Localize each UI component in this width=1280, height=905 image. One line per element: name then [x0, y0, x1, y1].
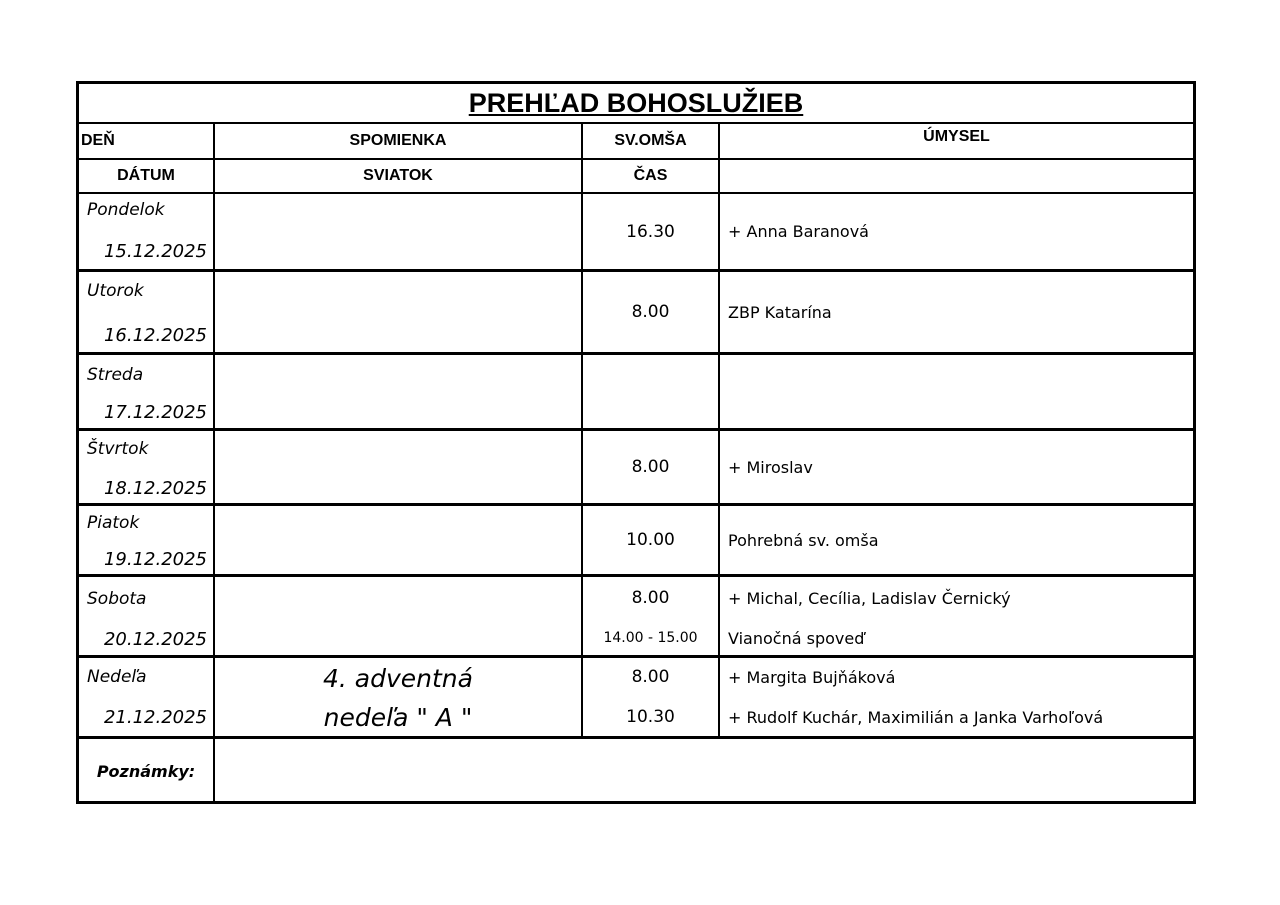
mass-time: 8.00 — [631, 302, 670, 322]
feast-name: nedeľa " A " — [323, 702, 473, 732]
day-date: 20.12.2025 — [103, 628, 207, 650]
mass-time: 8.00 — [631, 667, 670, 687]
header-time: ČAS — [633, 167, 668, 184]
row-divider — [79, 352, 1193, 355]
header-commemoration: SPOMIENKA — [349, 132, 447, 149]
mass-time: 16.30 — [626, 221, 675, 242]
row-divider — [79, 736, 1193, 739]
day-name: Streda — [87, 365, 144, 385]
header-feast: SVIATOK — [363, 167, 433, 184]
day-name: Utorok — [87, 281, 144, 301]
day-name: Štvrtok — [87, 439, 149, 459]
mass-time: 10.30 — [626, 707, 675, 727]
mass-intention: + Miroslav — [728, 457, 813, 477]
row-divider — [79, 655, 1193, 658]
mass-intention: ZBP Katarína — [728, 302, 832, 322]
notes-label: Poznámky: — [96, 762, 196, 781]
header-date: DÁTUM — [117, 167, 175, 184]
day-date: 18.12.2025 — [103, 477, 207, 499]
mass-intention: + Margita Bujňáková — [728, 667, 896, 687]
day-date: 17.12.2025 — [103, 401, 207, 423]
confession-note: Vianočná spoveď — [728, 628, 865, 648]
day-name: Pondelok — [87, 200, 165, 220]
schedule-table — [76, 81, 1196, 804]
day-name: Piatok — [87, 513, 140, 533]
feast-name: 4. adventná — [323, 663, 473, 693]
day-date: 15.12.2025 — [103, 240, 207, 262]
header-intention: ÚMYSEL — [923, 128, 990, 145]
mass-time: 10.00 — [626, 530, 675, 550]
mass-time: 8.00 — [631, 457, 670, 477]
confession-time: 14.00 - 15.00 — [603, 630, 698, 646]
mass-intention: + Anna Baranová — [728, 222, 869, 241]
day-date: 19.12.2025 — [103, 548, 207, 570]
header-mass: SV.OMŠA — [614, 132, 687, 149]
header-day: DEŇ — [81, 132, 115, 149]
header-blank — [720, 160, 1193, 192]
page-title: PREHĽAD BOHOSLUŽIEB — [468, 87, 804, 118]
row-divider — [79, 574, 1193, 577]
day-name: Nedeľa — [87, 667, 147, 687]
mass-intention: + Rudolf Kuchár, Maximilián a Janka Varhoľová — [728, 707, 1104, 727]
mass-time: 8.00 — [631, 588, 670, 608]
day-date: 16.12.2025 — [103, 324, 207, 346]
day-name: Sobota — [87, 589, 147, 609]
mass-intention: Pohrebná sv. omša — [728, 530, 879, 550]
day-date: 21.12.2025 — [103, 706, 207, 728]
mass-intention: + Michal, Cecília, Ladislav Černický — [728, 588, 1011, 608]
